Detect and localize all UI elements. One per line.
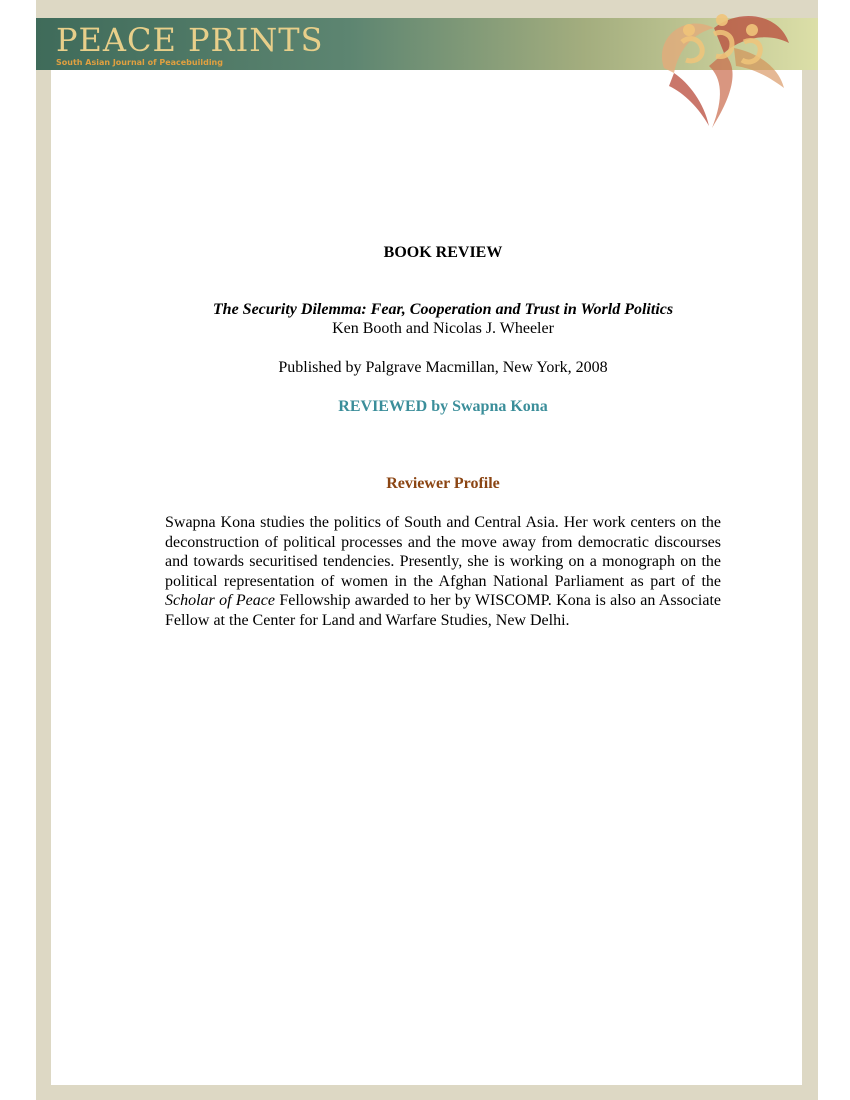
reviewer-profile-text (165, 513, 721, 630)
book-authors: Ken Booth and Nicolas J. Wheeler (332, 320, 554, 337)
journal-title: PEACE PRINTS (56, 21, 324, 59)
profile-text-part1: Swapna Kona studies the politics of South and Central Asia. Her work centers on the deconstruction of political processes and the move away from democratic discourses and towards securitised tendencies. Presently, she is working on a monograph on the political representation of women in the Afghan National Parliament as part of the (165, 514, 721, 590)
book-title: The Security Dilemma: Fear, Cooperation and Trust in World Politics (212, 301, 674, 318)
peace-figures-logo-icon (644, 8, 794, 130)
section-heading: BOOK REVIEW (383, 244, 503, 261)
profile-text-part2: Fellowship awarded to her by WISCOMP. Kona is also an Associate Fellow at the Center for Land and Warfare Studies, New Delhi. (165, 592, 722, 629)
journal-subtitle: South Asian Journal of Peacebuilding (56, 58, 223, 67)
profile-text-emphasis: Scholar of Peace (165, 592, 275, 609)
publication-info: Published by Palgrave Macmillan, New York, 2008 (278, 359, 608, 376)
reviewer-byline: REVIEWED by Swapna Kona (338, 398, 548, 415)
reviewer-profile-heading: Reviewer Profile (386, 475, 500, 492)
